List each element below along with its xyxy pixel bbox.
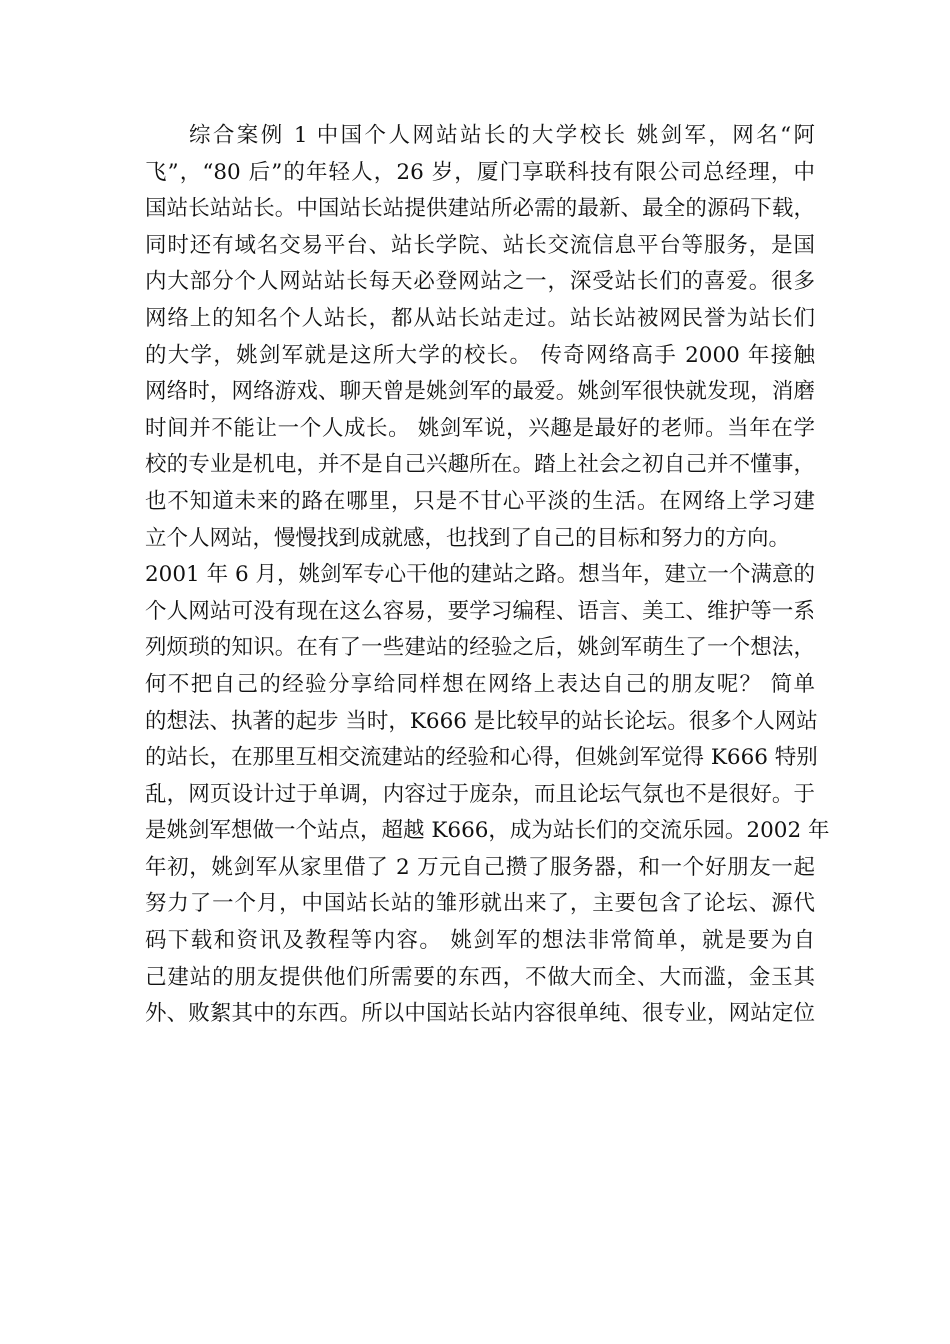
text-line: 立个人网站，慢慢找到成就感，也找到了自己的目标和努力的方向。 — [145, 525, 791, 551]
text-line: 飞”，“80 后”的年轻人，26 岁，厦门享联科技有限公司总经理，中 — [145, 159, 815, 185]
text-line: 列烦琐的知识。在有了一些建站的经验之后，姚剑军萌生了一个想法， — [145, 635, 815, 661]
text-line: 乱，网页设计过于单调，内容过于庞杂，而且论坛气氛也不是很好。于 — [145, 781, 815, 807]
text-line: 努力了一个月，中国站长站的雏形就出来了，主要包含了论坛、源代 — [145, 891, 815, 917]
text-line: 校的专业是机电，并不是自己兴趣所在。踏上社会之初自己并不懂事， — [145, 452, 815, 478]
text-line: 2001 年 6 月，姚剑军专心干他的建站之路。想当年，建立一个满意的 — [145, 562, 815, 588]
text-line: 己建站的朋友提供他们所需要的东西，不做大而全、大而滥，金玉其 — [145, 964, 815, 990]
text-line: 外、败絮其中的东西。所以中国站长站内容很单纯、很专业，网站定位 — [145, 1001, 815, 1027]
text-line: 何不把自己的经验分享给同样想在网络上表达自己的朋友呢？ 简单 — [145, 671, 815, 697]
text-line: 年初，姚剑军从家里借了 2 万元自己攒了服务器，和一个好朋友一起 — [145, 854, 815, 880]
text-line: 时间并不能让一个人成长。 姚剑军说，兴趣是最好的老师。当年在学 — [145, 415, 815, 441]
text-line: 的站长，在那里互相交流建站的经验和心得，但姚剑军觉得 K666 特别 — [145, 745, 818, 771]
text-line: 国站长站站长。中国站长站提供建站所必需的最新、最全的源码下载， — [145, 196, 815, 222]
text-line: 也不知道未来的路在哪里，只是不甘心平淡的生活。在网络上学习建 — [145, 488, 815, 514]
text-line: 个人网站可没有现在这么容易，要学习编程、语言、美工、维护等一系 — [145, 598, 815, 624]
body-text — [145, 118, 830, 1033]
text-line: 的想法、执著的起步 当时，K666 是比较早的站长论坛。很多个人网站 — [145, 708, 818, 734]
text-line: 网络时，网络游戏、聊天曾是姚剑军的最爱。姚剑军很快就发现，消磨 — [145, 379, 815, 405]
text-line: 是姚剑军想做一个站点，超越 K666，成为站长们的交流乐园。2002 年 — [145, 818, 830, 844]
text-line: 内大部分个人网站站长每天必登网站之一，深受站长们的喜爱。很多 — [145, 269, 815, 295]
text-line: 同时还有域名交易平台、站长学院、站长交流信息平台等服务，是国 — [145, 232, 815, 258]
text-line: 的大学，姚剑军就是这所大学的校长。 传奇网络高手 2000 年接触 — [145, 342, 815, 368]
text-line: 综合案例 1 中国个人网站站长的大学校长 姚剑军，网名“阿 — [189, 123, 815, 148]
text-line: 码下载和资讯及教程等内容。 姚剑军的想法非常简单，就是要为自 — [145, 928, 815, 954]
text-line: 网络上的知名个人站长，都从站长站走过。站长站被网民誉为站长们 — [145, 305, 815, 331]
